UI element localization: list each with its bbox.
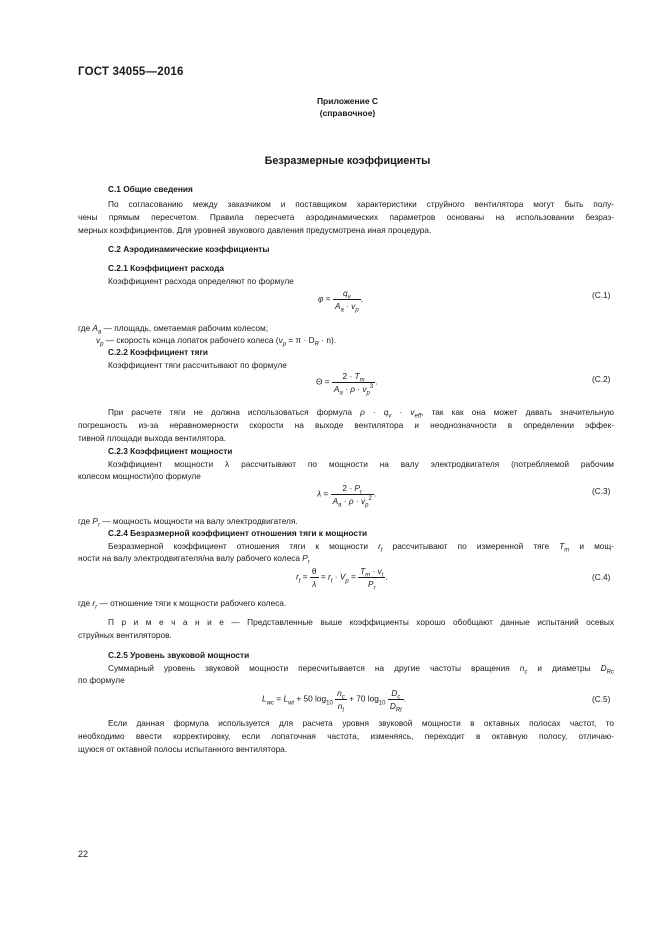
c21-where-2: $v_p$ — скорость конца лопаток рабочего колеса $(v_p = \pi \cdot D_R \cdot n)$. <box>96 335 337 348</box>
equation-number-c3: (С.3) <box>592 486 611 496</box>
c22-intro: Коэффициент тяги рассчитывают по формуле <box>108 360 287 370</box>
c1-line-1: По согласованию между заказчиком и поставщиком характеристики струйного вентилятора могут быть полу- <box>108 199 614 209</box>
equation-number-c1: (С.1) <box>592 290 611 300</box>
formula-c3: λ = $\frac{2 \cdot P_r}{A_a \cdot \rho \cdot v_p^2}$ . <box>317 483 377 509</box>
standard-header: ГОСТ 34055—2016 <box>78 66 184 78</box>
c22-paragraph-line-2: погрешность из-за неравномерности скорости на выходе вентилятора и неоднозначности в определении эффек- <box>78 420 614 430</box>
formula-c4: $r_t$ = $\frac{\theta}{\lambda}$ = $r_t \cdot V_p$ = $\frac{T_m \cdot v_t}{P_r}$ . <box>296 566 388 592</box>
c23-line-2: колесом мощности)по формуле <box>78 471 201 481</box>
c1-line-3: мерных коэффициентов. Для уровней звукового давления предусмотрена иная процедура. <box>78 225 432 235</box>
page-number: 22 <box>78 849 89 859</box>
c25-line-1: Суммарный уровень звуковой мощности пересчитывается на другие частоты вращения $n_c$ и диаметры $D_{Rc}$ <box>108 663 615 676</box>
formula-c5: $L_{wc} = L_{wt} + 50$ $\log_{10}$ $\frac{n_c}{n_t}$ + 70 $\log_{10}$ $\frac{D_c}{D_{Rt}}$ . <box>262 688 407 714</box>
annex-title: Приложение С <box>316 96 379 106</box>
section-heading-c1: С.1 Общие сведения <box>108 184 193 194</box>
section-heading-c21: С.2.1 Коэффициент расхода <box>108 263 224 273</box>
main-title: Безразмерные коэффициенты <box>264 155 431 167</box>
c24-line-2: ности на валу электродвигателя/на валу рабочего колеса $P_r$ <box>78 553 310 566</box>
c25-paragraph-line-3: щуюся от октавной полосы испытанного вентилятора. <box>78 744 288 754</box>
note-line-2: струйных вентиляторов. <box>78 630 172 640</box>
c24-where: где $r_r$ — отношение тяги к мощности рабочего колеса. <box>78 598 287 611</box>
c21-intro: Коэффициент расхода определяют по формуле <box>108 276 294 286</box>
section-heading-c25: С.2.5 Уровень звуковой мощности <box>108 650 250 660</box>
section-heading-c24: С.2.4 Безразмерной коэффициент отношения тяги к мощности <box>108 528 368 538</box>
formula-c2: Θ = $\frac{2 \cdot T_m}{A_a \cdot \rho \cdot v_p^3}$ . <box>316 371 378 397</box>
c25-line-2: по формуле <box>78 675 125 685</box>
c24-line-1: Безразмерной коэффициент отношения тяги к мощности $r_t$ рассчитывают по измеренной тяге $T_m$ и мощ- <box>108 541 615 554</box>
c21-where-1: где $A_a$ — площадь, ометаемая рабочим колесом; <box>78 323 269 336</box>
section-heading-c23: С.2.3 Коэффициент мощности <box>108 446 233 456</box>
c23-where: где $P_r$ — мощность мощности на валу электродвигателя. <box>78 516 298 529</box>
c1-line-2: чены прямым пересчетом. Правила пересчета аэродинамических параметров основаны на использовании безраз- <box>78 212 614 222</box>
note-line-1: П р и м е ч а н и е — Представленные выше коэффициенты хорошо обобщают данные испытаний осевых <box>108 617 615 627</box>
equation-number-c5: (С.5) <box>592 694 611 704</box>
c22-paragraph-line-3: тивной площади выхода вентилятора. <box>78 433 226 443</box>
annex-note: (справочное) <box>319 108 376 118</box>
equation-number-c2: (С.2) <box>592 374 611 384</box>
c25-paragraph-line-2: необходимо ввести корректировку, если лопаточная частота, изменяясь, переходит в октавную полосу, отличаю- <box>78 731 614 741</box>
c22-paragraph-line-1: При расчете тяги не должна использоваться формула $\rho \cdot q_v \cdot v_{eff}$, так как она может давать значительную <box>108 407 614 420</box>
section-heading-c2: С.2 Аэродинамические коэффициенты <box>108 244 270 254</box>
c23-line-1: Коэффициент мощности λ рассчитывают по мощности на валу электродвигателя (потребляемой рабочим <box>108 459 614 469</box>
formula-c1: φ = $\frac{q_v}{A_a \cdot v_p}$ , <box>318 288 363 314</box>
c25-paragraph-line-1: Если данная формула используется для расчета уровня звуковой мощности в октавных полосах частот, то <box>108 718 614 728</box>
equation-number-c4: (С.4) <box>592 572 611 582</box>
section-heading-c22: С.2.2 Коэффициент тяги <box>108 347 209 357</box>
